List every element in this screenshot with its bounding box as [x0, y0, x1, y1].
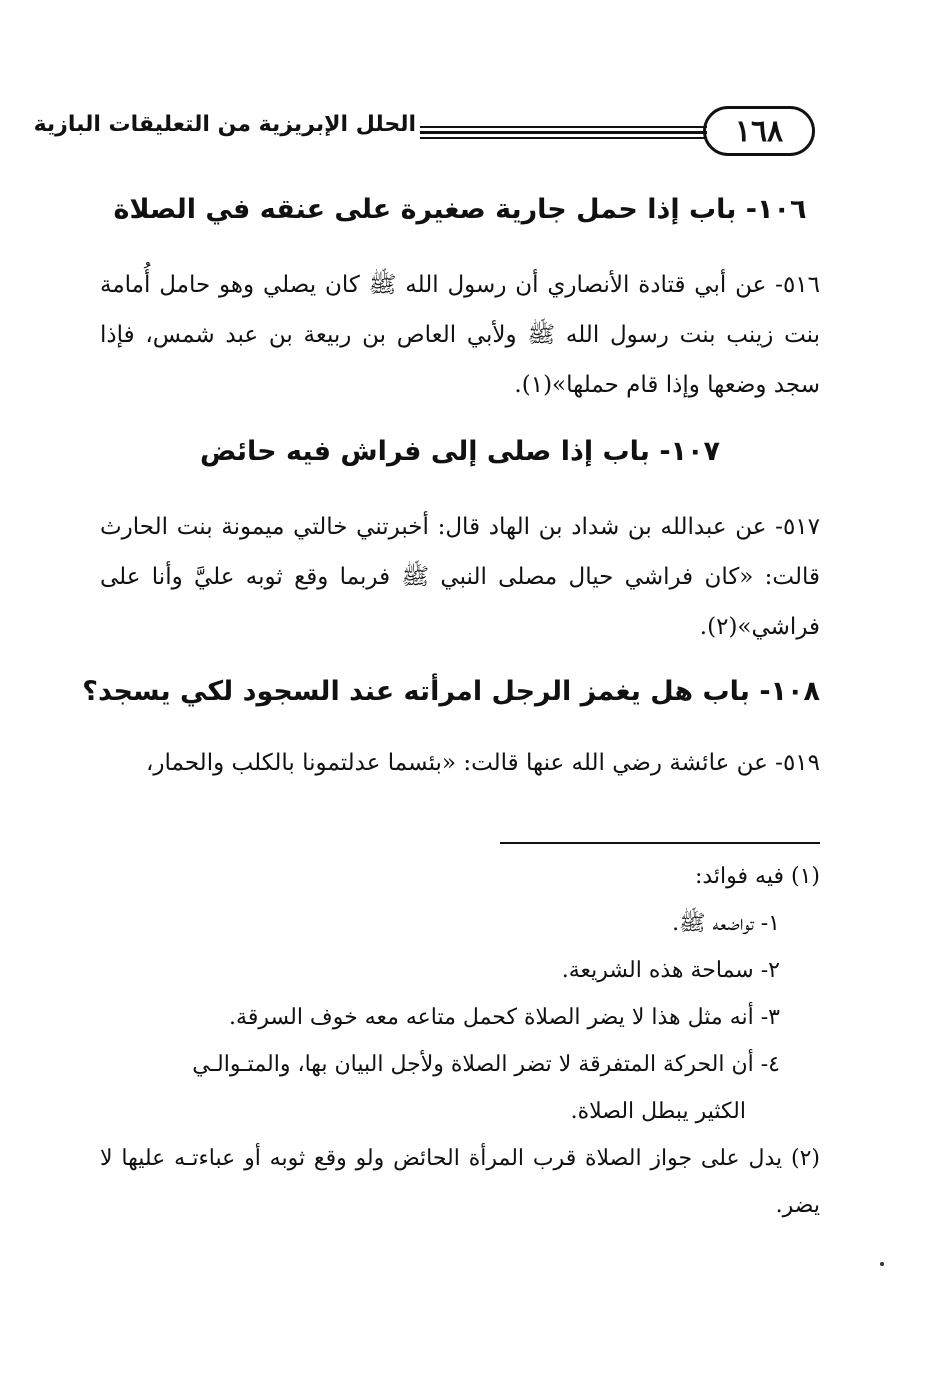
header-rule	[420, 126, 707, 128]
footnote-1-item: ٤- أن الحركة المتفرقة لا تضر الصلاة ولأجل البيان بها، والمتـوالـي	[192, 1052, 780, 1077]
footnote-2: (٢) يدل على جواز الصلاة قرب المرأة الحائض ولو وقع ثوبه أو عباءتـه عليها لا يضر.	[100, 1146, 820, 1218]
footnote-1-item: ٢- سماحة هذه الشريعة.	[561, 958, 780, 983]
hadith-516: ٥١٦- عن أبي قتادة الأنصاري أن رسول الله ﷺ كان يصلي وهو حامل أُمامة بنت زينب بنت رسول الله ﷺ ولأبي العاص بن ربيعة بن عبد شمس، فإذا سجد وضعها وإذا قام حملها»(١).	[100, 272, 820, 398]
section-heading-108: ١٠٨- باب هل يغمز الرجل امرأته عند السجود لكي يسجد؟	[82, 676, 820, 707]
running-title: الحلل الإبريزية من التعليقات البازية	[33, 112, 416, 137]
section-heading-107: ١٠٧- باب إذا صلى إلى فراش فيه حائض	[199, 436, 720, 467]
page-header	[33, 100, 815, 166]
section-heading-106: ١٠٦- باب إذا حمل جارية صغيرة على عنقه في الصلاة	[113, 194, 807, 225]
footnote-1-title: (١) فيه فوائد:	[694, 864, 820, 889]
hadith-519: ٥١٩- عن عائشة رضي الله عنها قالت: «بئسما عدلتمونا بالكلب والحمار،	[146, 750, 820, 776]
footnote-1-item-continuation: الكثير يبطل الصلاة.	[570, 1099, 746, 1124]
scan-dot	[880, 1262, 884, 1266]
header-rule	[420, 137, 707, 139]
header-rule	[420, 131, 707, 134]
page-number: ١٦٨	[703, 106, 815, 156]
hadith-517: ٥١٧- عن عبدالله بن شداد بن الهاد قال: أخبرتني خالتي ميمونة بنت الحارث قالت: «كان فراشي حيال مصلى النبي ﷺ فربما وقع ثوبه عليَّ وأنا على فراشي»(٢).	[100, 514, 820, 640]
footnote-1-item: ١- تواضعه ﷺ.	[672, 911, 780, 936]
footnote-1-item: ٣- أنه مثل هذا لا يضر الصلاة كحمل متاعه معه خوف السرقة.	[229, 1005, 780, 1030]
footnote-separator	[500, 842, 820, 844]
footnotes	[100, 853, 820, 1229]
